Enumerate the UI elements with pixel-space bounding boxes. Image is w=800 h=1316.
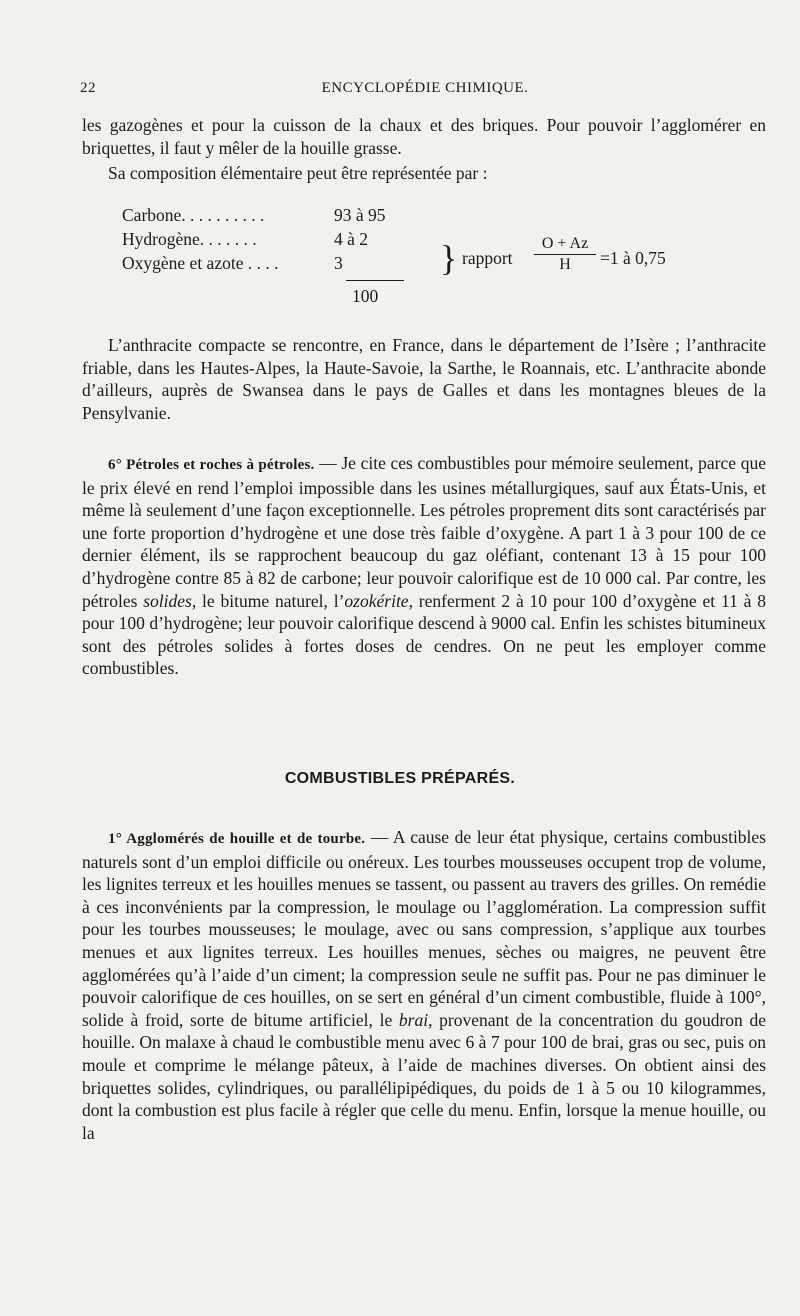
paragraph-anthracite [82, 334, 766, 424]
rapport-label: rapport [462, 248, 513, 268]
paragraph-petroles [82, 452, 766, 680]
composition-total: 100 [352, 286, 379, 306]
ratio-fraction [534, 234, 596, 275]
page-number: 22 [80, 80, 96, 96]
fraction-denominator: H [559, 256, 571, 273]
subsection-heading: 6° Pétroles et roches à pétroles. [108, 457, 315, 473]
element-value: 3 [334, 253, 343, 273]
element-value: 93 à 95 [334, 205, 386, 225]
fraction-numerator: O + Az [534, 234, 596, 255]
brace-symbol: } [440, 238, 458, 278]
paragraph-gazogenes [82, 114, 766, 159]
paragraph-composition-intro [82, 162, 766, 185]
paragraph-text: , provenant de la concentration du goudron de houille. On malaxe à chaud le combustible menu avec 6 à 7 pour 100 de brai, gras ou sec, puis on moule et comprime le mélange pâteux, à l’aide de machines diverses. On obtient ainsi des briquettes solides, cylindriques, ou parallélipipédiques, du poids de 1 à 5 ou 10 kilogrammes, dont la combustion est plus facile à régler que celle du menu. Enfin, lorsque la menue houille, ou la [82, 1009, 767, 1143]
composition-row-hydrogene [122, 228, 394, 250]
element-value: 4 à 2 [334, 229, 369, 249]
emphasis-solides: solides [143, 590, 192, 611]
element-name: Oxygène et azote . . . . [122, 253, 279, 273]
emphasis-brai: brai [398, 1009, 429, 1030]
paragraph-text: — Je cite ces combustibles pour mémoire seulement, parce que le prix élevé en rend l’emploi impossible dans les usines métallurgiques, sauf aux États-Unis, et même là seulement d’une façon exceptionnelle. Les pétroles proprement dits sont caractérisés par une forte proportion d’hydrogène et une dose très faible d’oxygène. A part 1 à 3 pour 100 de ce dernier élément, ils se rapprochent beaucoup du gaz oléfiant, contenant 13 à 15 pour 100 d’hydrogène contre 85 à 82 de carbone; leur pouvoir calorifique est de 10 000 cal. Par contre, les pétroles [82, 453, 766, 611]
section-title: COMBUSTIBLES PRÉPARÉS. [284, 770, 516, 787]
element-name: Carbone. . . . . . . . . . [122, 205, 265, 225]
paragraph-text: , renferment 2 à 10 pour 100 d’oxygène et 11 à 8 pour 100 d’hydrogène; leur pouvoir calorifique descend à 9000 cal. Enfin les schistes bitumineux sont des pétroles solides à fortes doses de cendres. On ne peut les employer comme combustibles. [82, 590, 766, 679]
paragraph-text: les gazogènes et pour la cuisson de la chaux et des briques. Pour pouvoir l’agglomérer en briquettes, il faut y mêler de la houille grasse. [82, 115, 766, 158]
sum-rule [346, 280, 404, 281]
subsection-heading: 1° Agglomérés de houille et de tourbe. [108, 831, 366, 847]
emphasis-ozokerite: ozokérite [344, 590, 409, 611]
composition-row-oxygene-azote [122, 252, 394, 274]
paragraph-text: — A cause de leur état physique, certains combustibles naturels sont d’un emploi difficile ou onéreux. Les tourbes mousseuses occupent trop de volume, les lignites terreux et les houilles menues se tassent, ou passent au travers des grilles. On remédie à ces inconvénients par la compression, le moulage ou l’agglomération. La compression suffit pour les tourbes mousseuses; le moulage, avec ou sans compression, s’applique aux tourbes menues et aux lignites terreux. Les houilles menues, sèches ou maigres, ne peuvent être agglomérées qu’à l’aide d’un ciment; la compression seule ne suffit pas. Pour ne pas diminuer le pouvoir calorifique de ces houilles, on se sert en général d’un ciment combustible, fluide à 100°, solide à froid, sorte de bitume artificiel, le [82, 827, 766, 1030]
paragraph-text: L’anthracite compacte se rencontre, en France, dans le département de l’Isère ; l’anthracite friable, dans les Hautes-Alpes, la Haute-Savoie, la Sarthe, le Roannais, etc. L’anthracite abonde d’ailleurs, auprès de Swansea dans le pays de Galles et dans les montagnes bleues de la Pensylvanie. [82, 335, 766, 423]
paragraph-agglomeres [82, 826, 766, 1144]
paragraph-text: Sa composition élémentaire peut être représentée par : [108, 163, 488, 183]
ratio-value: =1 à 0,75 [600, 248, 666, 268]
running-title: ENCYCLOPÉDIE CHIMIQUE. [321, 80, 529, 96]
paragraph-text: , le bitume naturel, l’ [191, 590, 345, 611]
element-name: Hydrogène. . . . . . . [122, 229, 257, 249]
composition-table [122, 204, 762, 309]
composition-row-carbone [122, 204, 394, 226]
running-header [80, 80, 770, 104]
